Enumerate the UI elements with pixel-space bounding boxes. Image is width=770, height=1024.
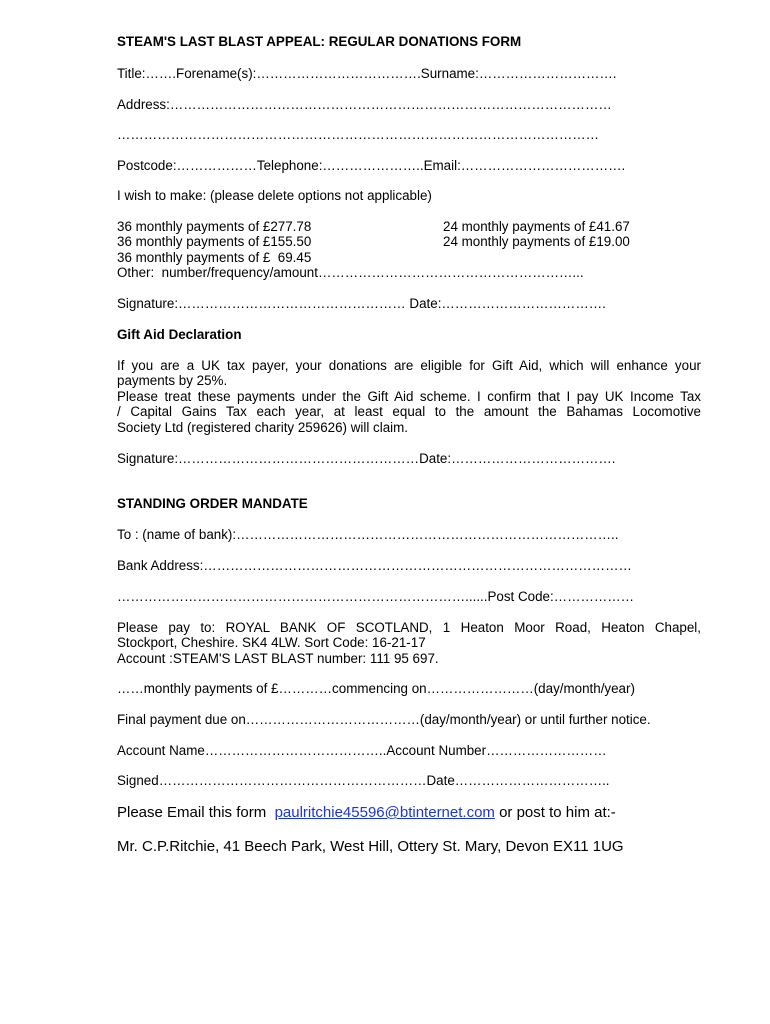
account-details-field[interactable]: Account Name…………………………………..Account Number……………………… [117, 743, 607, 758]
email-text-before: Please Email this form [117, 804, 275, 821]
payment-option[interactable]: 24 monthly payments of £41.67 [443, 219, 630, 234]
gift-aid-heading: Gift Aid Declaration [117, 327, 242, 342]
pay-to-paragraph [117, 620, 701, 666]
contact-field-line[interactable]: Postcode:………………Telephone:…………………..Email:………………………………. [117, 158, 626, 173]
paragraph-line: Stockport, Cheshire. SK4 4LW. Sort Code: 16-21-17 [117, 635, 426, 651]
paragraph-line: Society Ltd (registered charity 259626) will claim. [117, 419, 408, 435]
gift-aid-signature-line[interactable]: Signature:………………………………………………Date:………………………………. [117, 451, 616, 466]
paragraph-line: / Capital Gains Tax each year, at least equal to the amount the Bahamas Locomotive [117, 404, 701, 420]
paragraph-line: Please treat these payments under the Gift Aid scheme. I confirm that I pay UK Income Tax [117, 389, 701, 404]
signature-date-line[interactable]: Signature:…………………………………………… Date:………………………………. [117, 296, 606, 311]
paragraph-line: Account :STEAM'S LAST BLAST number: 111 95 697. [117, 650, 439, 666]
bank-postcode-field[interactable]: ……………………………………………………………………......Post Code:……………… [117, 589, 635, 604]
bank-name-field[interactable]: To : (name of bank):………………………………………………………………………….. [117, 527, 619, 542]
name-field-line[interactable]: Title:…….Forename(s):……………………………….Surname:…………………………. [117, 66, 617, 81]
wish-instruction: I wish to make: (please delete options not applicable) [117, 188, 432, 203]
mandate-heading: STANDING ORDER MANDATE [117, 496, 308, 511]
address-field-line-2[interactable]: ……………………………………………………………………………………………… [117, 127, 600, 142]
paragraph-line: Please pay to: ROYAL BANK OF SCOTLAND, 1 Heaton Moor Road, Heaton Chapel, [117, 620, 701, 635]
gift-aid-eligibility-paragraph [117, 358, 701, 389]
form-title: STEAM'S LAST BLAST APPEAL: REGULAR DONATIONS FORM [117, 34, 522, 49]
final-payment-field[interactable]: Final payment due on…………………………………(day/month/year) or until further notice. [117, 712, 651, 727]
paragraph-line: If you are a UK tax payer, your donations are eligible for Gift Aid, which will enhance your [117, 358, 701, 373]
gift-aid-declaration-paragraph [117, 389, 701, 435]
email-text-after: or post to him at:- [494, 804, 616, 821]
payment-option[interactable]: 36 monthly payments of £155.50 [117, 234, 312, 249]
email-instruction [117, 805, 616, 821]
payment-option[interactable]: 36 monthly payments of £ 69.45 [117, 250, 312, 265]
postal-address: Mr. C.P.Ritchie, 41 Beech Park, West Hill, Ottery St. Mary, Devon EX11 1UG [117, 838, 624, 855]
payment-option[interactable]: 24 monthly payments of £19.00 [443, 234, 630, 249]
signed-date-line[interactable]: Signed……………………………………………………Date…………………………….. [117, 773, 610, 788]
email-link[interactable]: paulritchie45596@btinternet.com [274, 804, 495, 821]
monthly-payment-field[interactable]: ……monthly payments of £…………commencing on……………………(day/month/year) [117, 681, 635, 696]
address-field-line-1[interactable]: Address:……………………………………………………………………………………… [117, 97, 612, 112]
other-payment-field[interactable]: Other: number/frequency/amount…………………………………………………... [117, 265, 584, 280]
bank-address-field[interactable]: Bank Address:…………………………………………………………………………………… [117, 558, 632, 573]
payment-option[interactable]: 36 monthly payments of £277.78 [117, 219, 312, 234]
paragraph-line: payments by 25%. [117, 373, 228, 389]
